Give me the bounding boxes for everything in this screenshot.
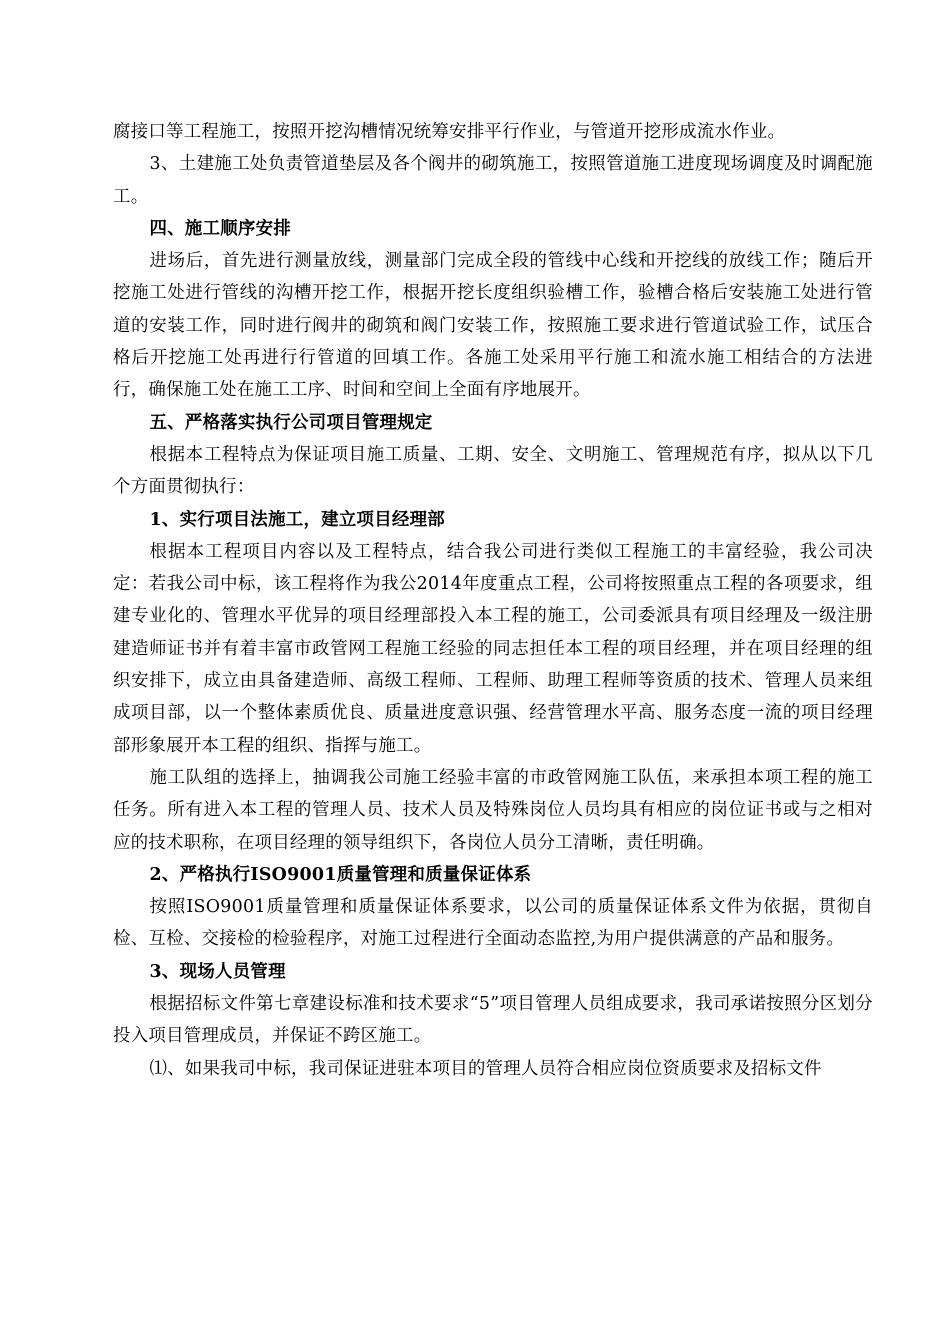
paragraph: 根据本工程特点为保证项目施工质量、工期、安全、文明施工、管理规范有序，拟从以下几个方面贯彻执行：: [113, 444, 873, 498]
document-body: [113, 116, 873, 1085]
paragraph: 施工队组的选择上，抽调我公司施工经验丰富的市政管网施工队伍，来承担本项工程的施工任务。所有进入本工程的管理人员、技术人员及特殊岗位人员均具有相应的岗位证书或与之相对应的技术职称，在项目经理的领导组织下，各岗位人员分工清晰，责任明确。: [113, 767, 873, 853]
section-heading: 五、严格落实执行公司项目管理规定: [149, 412, 433, 433]
section-heading: 四、施工顺序安排: [149, 218, 292, 239]
subsection-heading: 2、严格执行ISO9001质量管理和质量保证体系: [149, 864, 532, 885]
paragraph: 根据本工程项目内容以及工程特点，结合我公司进行类似工程施工的丰富经验，我公司决定：若我公司中标，该工程将作为我公2014年度重点工程，公司将按照重点工程的各项要求，组建专业化的、管理水平优异的项目经理部投入本工程的施工，公司委派具有项目经理及一级注册建造师证书并有着丰富市政管网工程施工经验的同志担任本工程的项目经理，并在项目经理的组织安排下，成立由具备建造师、高级工程师、工程师、助理工程师等资质的技术、管理人员来组成项目部，以一个整体素质优良、质量进度意识强、经营管理水平高、服务态度一流的项目经理部形象展开本工程的组织、指挥与施工。: [113, 541, 873, 756]
paragraph: 根据招标文件第七章建设标准和技术要求“5”项目管理人员组成要求，我司承诺按照分区划分投入项目管理成员，并保证不跨区施工。: [113, 994, 873, 1047]
paragraph: 腐接口等工程施工，按照开挖沟槽情况统筹安排平行作业，与管道开挖形成流水作业。: [113, 122, 786, 142]
paragraph: 按照ISO9001质量管理和质量保证体系要求，以公司的质量保证体系文件为依据，贯彻自检、互检、交接检的检验程序，对施工过程进行全面动态监控,为用户提供满意的产品和服务。: [113, 897, 873, 950]
subsection-heading: 3、现场人员管理: [149, 961, 286, 982]
subsection-heading: 1、实行项目法施工，建立项目经理部: [149, 509, 445, 530]
paragraph: 3、土建施工处负责管道垫层及各个阀井的砌筑施工，按照管道施工进度现场调度及时调配施工。: [113, 154, 873, 207]
paragraph: 进场后，首先进行测量放线，测量部门完成全段的管线中心线和开挖线的放线工作；随后开挖施工处进行管线的沟槽开挖工作，根据开挖长度组织验槽工作，验槽合格后安装施工处进行管道的安装工作，同时进行阀井的砌筑和阀门安装工作，按照施工要求进行管道试验工作，试压合格后开挖施工处再进行行管道的回填工作。各施工处采用平行施工和流水施工相结合的方法进行，确保施工处在施工工序、时间和空间上全面有序地展开。: [113, 251, 873, 401]
paragraph: ⑴、如果我司中标，我司保证进驻本项目的管理人员符合相应岗位资质要求及招标文件: [149, 1058, 822, 1079]
